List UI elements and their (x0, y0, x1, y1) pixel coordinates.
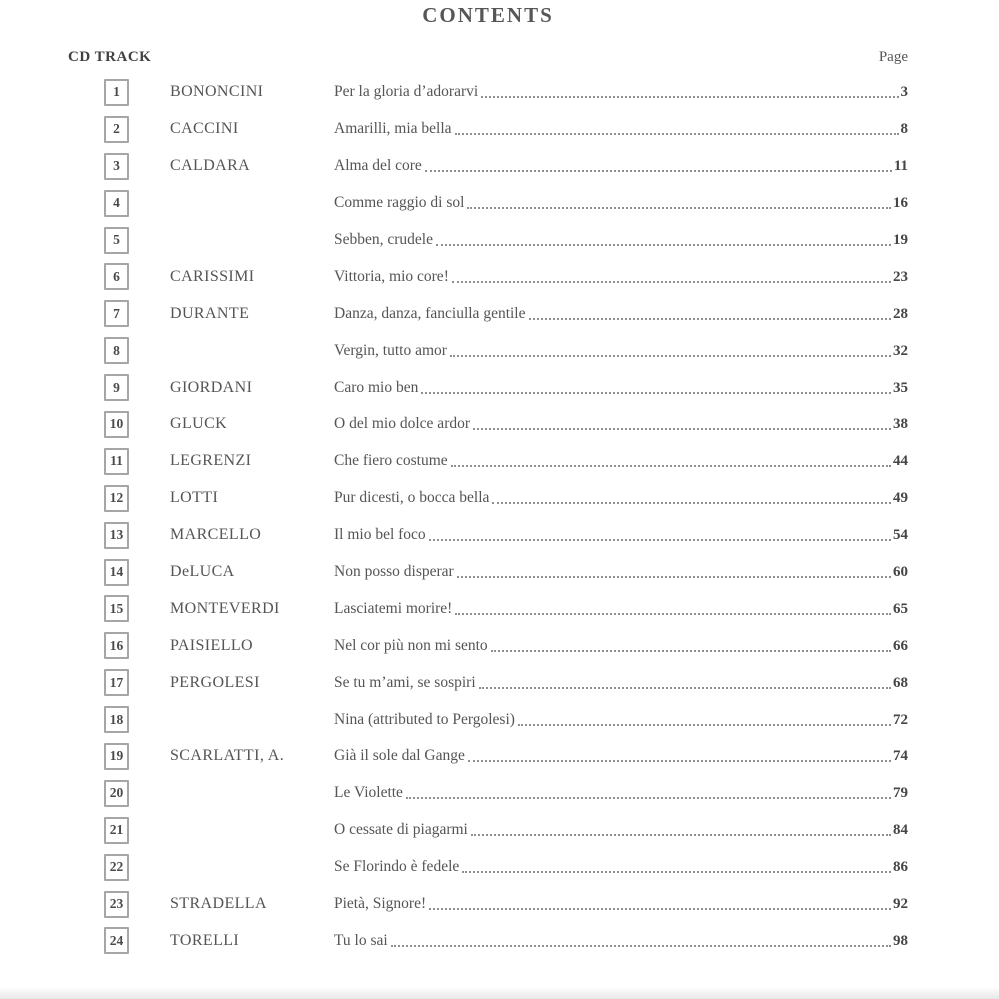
song-title: Comme raggio di sol (334, 194, 465, 212)
page-number: 38 (893, 416, 908, 433)
page-number: 49 (893, 490, 908, 507)
dot-leader (429, 908, 891, 910)
song-title: Nel cor più non mi sento (334, 636, 488, 654)
composer-label: GLUCK (170, 415, 228, 433)
composer-label: LEGRENZI (170, 452, 252, 470)
dot-leader (518, 724, 891, 726)
toc-entry (68, 812, 908, 849)
song-title: O del mio dolce ardor (334, 415, 471, 433)
toc-entry (68, 148, 908, 185)
track-number-box: 18 (104, 706, 129, 733)
dot-leader (529, 318, 892, 320)
page-number: 3 (900, 84, 908, 101)
dot-leader (455, 613, 891, 615)
title-cell (334, 895, 908, 913)
title-cell (334, 194, 908, 212)
track-number-box: 9 (104, 374, 129, 401)
composer-label: CALDARA (170, 157, 251, 175)
toc-entry (68, 222, 908, 259)
track-number-box: 7 (104, 300, 129, 327)
song-title: Pietà, Signore! (334, 895, 427, 913)
composer-label: DeLUCA (170, 563, 235, 581)
song-title: Per la gloria d’adorarvi (334, 83, 479, 101)
song-title: Caro mio ben (334, 378, 419, 396)
song-title: Se tu m’ami, se sospiri (334, 673, 476, 691)
title-cell (334, 452, 908, 470)
composer-label: CARISSIMI (170, 267, 255, 285)
track-number-box: 8 (104, 337, 129, 364)
dot-leader (457, 576, 891, 578)
track-number-box: 17 (104, 669, 129, 696)
track-number-box: 21 (104, 817, 129, 844)
title-cell (334, 821, 908, 839)
toc-entry (68, 443, 908, 480)
composer-label: GIORDANI (170, 378, 253, 396)
toc-entry (68, 295, 908, 332)
track-number-box: 14 (104, 559, 129, 586)
track-number-box: 15 (104, 595, 129, 622)
composer-label: CACCINI (170, 120, 239, 138)
song-title: Amarilli, mia bella (334, 120, 452, 138)
title-cell (334, 563, 908, 581)
composer-label: TORELLI (170, 931, 240, 949)
toc-list (68, 74, 908, 959)
toc-entry (68, 111, 908, 148)
page-number: 44 (893, 453, 908, 470)
track-number-box: 6 (104, 263, 129, 290)
track-number-box: 19 (104, 743, 129, 770)
page-title: CONTENTS (422, 3, 554, 27)
song-title: Se Florindo è fedele (334, 858, 460, 876)
page-number: 74 (893, 748, 908, 765)
composer-label: STRADELLA (170, 895, 267, 913)
track-number-box: 24 (104, 927, 129, 954)
page-number: 54 (893, 527, 908, 544)
toc-entry (68, 554, 908, 591)
title-cell (334, 674, 908, 692)
page-number: 84 (893, 822, 908, 839)
dot-leader (406, 797, 891, 799)
title-cell (334, 379, 908, 397)
dot-leader (425, 170, 892, 172)
track-number-box: 13 (104, 522, 129, 549)
toc-entry (68, 922, 908, 959)
title-cell (334, 526, 908, 544)
title-cell (334, 600, 908, 618)
title-cell (334, 268, 908, 286)
title-cell (334, 305, 908, 323)
title-cell (334, 83, 908, 101)
dot-leader (467, 207, 891, 209)
track-number-box: 1 (104, 79, 129, 106)
song-title: Danza, danza, fanciulla gentile (334, 304, 526, 322)
track-number-box: 10 (104, 411, 129, 438)
title-cell (334, 747, 908, 765)
dot-leader (451, 465, 891, 467)
composer-label: MONTEVERDI (170, 599, 280, 617)
dot-leader (455, 133, 899, 135)
toc-entry (68, 849, 908, 886)
title-cell (334, 784, 908, 802)
page-number: 32 (893, 342, 908, 359)
title-cell (334, 342, 908, 360)
dot-leader (421, 392, 891, 394)
dot-leader (491, 650, 891, 652)
composer-label: BONONCINI (170, 83, 264, 101)
dot-leader (452, 281, 891, 283)
page-number: 68 (893, 674, 908, 691)
song-title: Nina (attributed to Pergolesi) (334, 710, 515, 728)
page-number: 8 (900, 121, 908, 138)
title-cell (334, 637, 908, 655)
toc-entry (68, 258, 908, 295)
track-number-box: 16 (104, 632, 129, 659)
column-header-row (68, 49, 908, 66)
composer-label: PERGOLESI (170, 673, 260, 691)
song-title: Sebben, crudele (334, 231, 433, 248)
track-number-box: 20 (104, 780, 129, 807)
page-number: 19 (893, 232, 908, 248)
song-title: O cessate di piagarmi (334, 821, 468, 839)
page-header: Page (878, 49, 908, 65)
toc-entry (68, 517, 908, 554)
composer-label: MARCELLO (170, 526, 262, 544)
title-cell (334, 489, 908, 507)
dot-leader (468, 760, 891, 762)
track-number-box: 23 (104, 891, 129, 918)
page-number: 79 (893, 785, 908, 802)
dot-leader (492, 502, 891, 504)
toc-entry (68, 701, 908, 738)
page-number: 60 (893, 564, 908, 581)
toc-entry (68, 332, 908, 369)
toc-entry (68, 369, 908, 406)
dot-leader (450, 355, 891, 357)
toc-entry (68, 406, 908, 443)
dot-leader (471, 834, 891, 836)
toc-entry (68, 627, 908, 664)
page-number: 65 (893, 600, 908, 617)
song-title: Alma del core (334, 157, 422, 175)
song-title: Non posso disperar (334, 563, 454, 581)
page-number: 66 (893, 637, 908, 654)
title-cell (334, 415, 908, 433)
song-title: Il mio bel foco (334, 526, 426, 544)
song-title: Lasciatemi morire! (334, 599, 453, 617)
song-title: Pur dicesti, o bocca bella (334, 489, 490, 507)
toc-entry (68, 775, 908, 812)
dot-leader (481, 96, 898, 98)
toc-entry (68, 738, 908, 775)
page-number: 28 (893, 305, 908, 322)
song-title: Tu lo sai (334, 931, 388, 949)
song-title: Che fiero costume (334, 452, 448, 470)
contents-page (68, 0, 908, 959)
dot-leader (473, 428, 891, 430)
page-number: 98 (893, 932, 908, 949)
title-cell (334, 932, 908, 950)
page-number: 72 (893, 711, 908, 728)
page-number: 35 (893, 379, 908, 396)
toc-entry (68, 74, 908, 111)
toc-entry (68, 480, 908, 517)
toc-entry (68, 185, 908, 222)
dot-leader (462, 871, 891, 873)
toc-entry (68, 886, 908, 923)
title-cell (334, 120, 908, 138)
song-title: Vergin, tutto amor (334, 341, 447, 359)
composer-label: SCARLATTI, A. (170, 747, 285, 765)
track-number-box: 22 (104, 854, 129, 881)
dot-leader (479, 687, 891, 689)
title-cell (334, 157, 908, 175)
dot-leader (436, 244, 891, 246)
page-bottom-shadow (0, 987, 999, 999)
cd-track-header: CD TRACK (68, 49, 152, 65)
composer-label: DURANTE (170, 304, 250, 322)
composer-label: PAISIELLO (170, 636, 254, 654)
title-cell (334, 231, 908, 249)
song-title: Vittoria, mio core! (334, 267, 449, 285)
dot-leader (429, 539, 891, 541)
page-number: 86 (893, 859, 908, 876)
song-title: Già il sole dal Gange (334, 747, 465, 765)
track-number-box: 2 (104, 116, 129, 143)
composer-label: LOTTI (170, 489, 219, 507)
toc-entry (68, 590, 908, 627)
page-number: 11 (893, 158, 908, 175)
title-cell (334, 858, 908, 876)
page-number: 16 (893, 195, 908, 212)
track-number-box: 5 (104, 227, 129, 254)
track-number-box: 3 (104, 153, 129, 180)
song-title: Le Violette (334, 784, 403, 802)
track-number-box: 11 (104, 448, 129, 475)
title-cell (334, 711, 908, 729)
track-number-box: 4 (104, 190, 129, 217)
dot-leader (391, 945, 891, 947)
track-number-box: 12 (104, 485, 129, 512)
toc-entry (68, 664, 908, 701)
page-number: 92 (893, 896, 908, 913)
page-number: 23 (893, 268, 908, 285)
